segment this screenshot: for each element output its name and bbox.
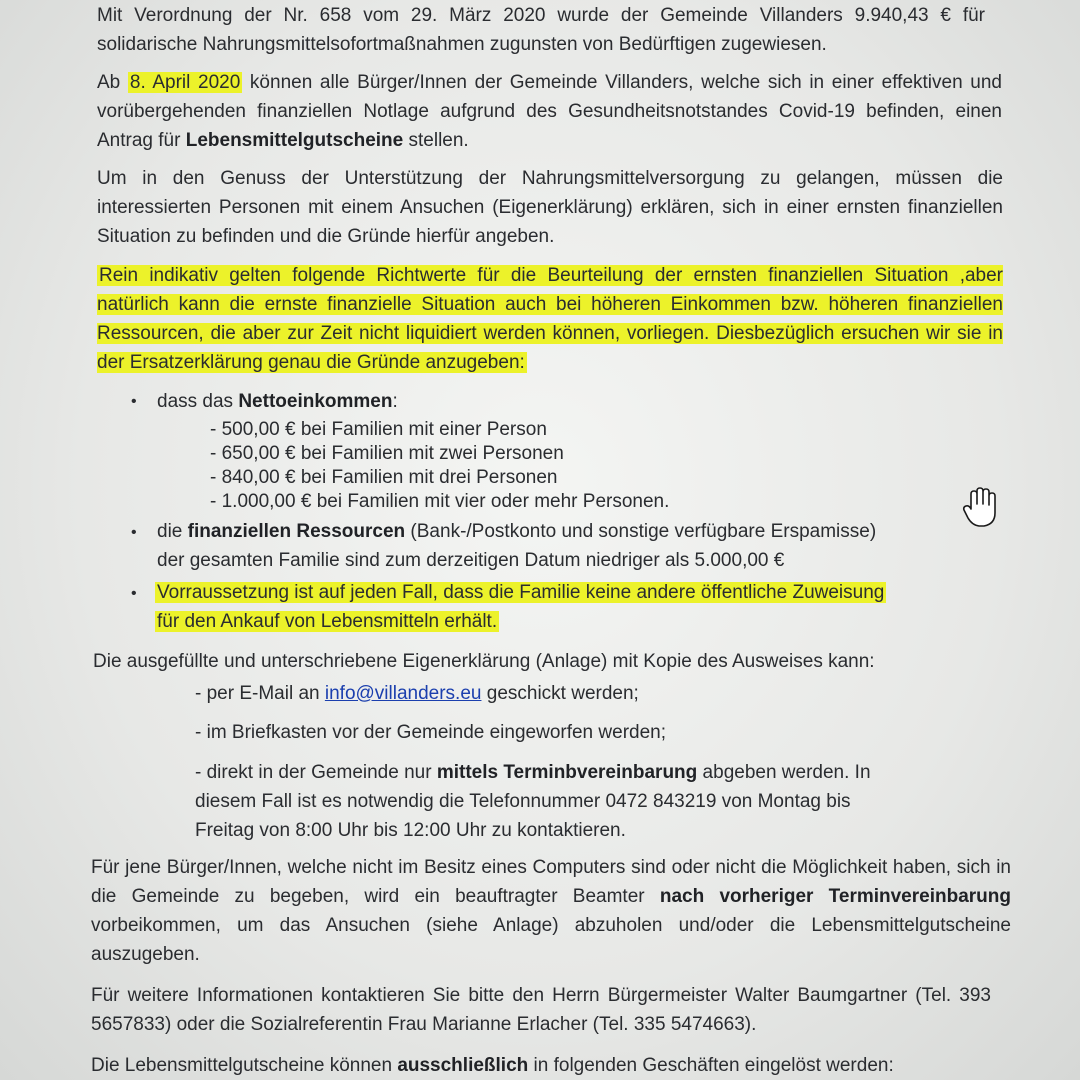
p6-suffix: vorbeikommen, um das Ansuchen (siehe Anlage) abzuholen und/oder die Lebensmittelgutscheine auszugeben. bbox=[91, 915, 1011, 965]
bullet2-suffix: (Bank-/Postkonto und sonstige verfügbare Erspamisse) bbox=[405, 521, 877, 542]
option-mailbox: - im Briefkasten vor der Gemeinde eingeworfen werden; bbox=[195, 722, 667, 743]
bullet-requirement bbox=[155, 581, 886, 605]
bullet-requirement-line2 bbox=[155, 610, 499, 634]
bullet-dot: • bbox=[131, 585, 137, 602]
option-email bbox=[195, 682, 639, 706]
highlighted-requirement-line2: für den Ankauf von Lebensmitteln erhält. bbox=[157, 611, 498, 632]
bullet2-bold: finanziellen Ressourcen bbox=[187, 521, 406, 542]
bullet-dot: • bbox=[131, 393, 137, 410]
income-line: - 1.000,00 € bei Familien mit vier oder mehr Personen. bbox=[210, 491, 670, 512]
highlighted-date: 8. April 2020 bbox=[129, 72, 241, 93]
paragraph-support: Um in den Genuss der Unterstützung der Nahrungsmittelversorgung zu gelangen, müssen die interessierten Personen mit einem Ansuchen (Eigenerklärung) erklären, sich in einer ernsten finanziellen Situation zu befinden und die Gründe hierfür angeben. bbox=[97, 168, 1003, 247]
bullet1-suffix: : bbox=[392, 391, 398, 412]
p8-bold: ausschließlich bbox=[397, 1055, 529, 1076]
opt3-prefix: - direkt in der Gemeinde nur bbox=[195, 762, 437, 783]
p8-prefix: Die Lebensmittelgutscheine können bbox=[91, 1055, 398, 1076]
paragraph-contact: Für weitere Informationen kontaktieren Sie bitte den Herrn Bürgermeister Walter Baumgartner (Tel. 393 5657833) oder die Sozialreferentin Frau Marianne Erlacher (Tel. 335 5474663). bbox=[91, 985, 991, 1035]
p2-prefix: Ab bbox=[97, 72, 128, 93]
bullet2-prefix: die bbox=[157, 521, 188, 542]
bullet-dot: • bbox=[131, 524, 137, 541]
bullet1-bold: Nettoeinkommen bbox=[238, 391, 393, 412]
p2-bold: Lebensmittelgutscheine bbox=[185, 130, 404, 151]
paragraph-home-visit bbox=[91, 853, 1011, 969]
p2-suffix: stellen. bbox=[403, 130, 469, 151]
highlighted-guidelines: Rein indikativ gelten folgende Richtwerte für die Beurteilung der ernsten finanziellen Situation ,aber natürlich kann die ernste finanzielle Situation auch bei höheren Einkommen bzw. höheren finanziellen Ressourcen, die aber zur Zeit nicht liquidiert werden können, vorliegen. Diesbezüglich ersuchen wir sie in der Ersatzerklärung genau die Gründe anzugeben: bbox=[97, 265, 1003, 373]
p6-prefix: Für jene Bürger/Innen, welche nicht im Besitz eines Computers sind oder nicht die Möglichkeit haben, sich in die Gemeinde zu begeben, wird ein beauftragter Beamter bbox=[91, 857, 1011, 907]
opt1-prefix: - per E-Mail an bbox=[195, 683, 325, 704]
income-line: - 840,00 € bei Familien mit drei Personen bbox=[210, 467, 558, 488]
opt1-suffix: geschickt werden; bbox=[481, 683, 639, 704]
paragraph-guidelines bbox=[97, 261, 1003, 377]
bullet-net-income bbox=[157, 390, 398, 414]
bullet1-prefix: dass das bbox=[157, 391, 239, 412]
opt3-suffix: abgeben werden. In bbox=[697, 762, 871, 783]
income-line: - 650,00 € bei Familien mit zwei Personen bbox=[210, 443, 564, 464]
paragraph-shops bbox=[91, 1054, 894, 1078]
p6-bold: nach vorheriger Terminvereinbarung bbox=[659, 886, 1011, 907]
bullet-resources bbox=[157, 520, 876, 544]
income-line: - 500,00 € bei Familien mit einer Person bbox=[210, 419, 547, 440]
opt3-bold: mittels Terminbvereinbarung bbox=[436, 762, 698, 783]
paragraph-application bbox=[97, 68, 1002, 155]
bullet-resources-line2: der gesamten Familie sind zum derzeitigen Datum niedriger als 5.000,00 € bbox=[157, 550, 785, 571]
email-link[interactable]: info@villanders.eu bbox=[324, 683, 482, 704]
hand-cursor-icon bbox=[962, 486, 998, 528]
option-appointment-line2: diesem Fall ist es notwendig die Telefonnummer 0472 843219 von Montag bis bbox=[195, 791, 851, 812]
p8-suffix: in folgenden Geschäften eingelöst werden: bbox=[528, 1055, 894, 1076]
option-appointment-line3: Freitag von 8:00 Uhr bis 12:00 Uhr zu kontaktieren. bbox=[195, 820, 626, 841]
paragraph-decree: Mit Verordnung der Nr. 658 vom 29. März 2020 wurde der Gemeinde Villanders 9.940,43 € für solidarische Nahrungsmittelsofortmaßnahmen zugunsten von Bedürftigen zugewiesen. bbox=[97, 5, 985, 55]
highlighted-requirement: Vorraussetzung ist auf jeden Fall, dass die Familie keine andere öffentliche Zuweisung bbox=[157, 582, 885, 603]
paragraph-submission: Die ausgefüllte und unterschriebene Eigenerklärung (Anlage) mit Kopie des Ausweises kann: bbox=[93, 651, 875, 672]
p2-middle: können alle Bürger/Innen der Gemeinde Villanders, welche sich in einer effektiven und vorübergehenden finanziellen Notlage aufgrund des Gesundheitsnotstandes Covid-19 befinden, einen Antrag für bbox=[97, 72, 1002, 151]
option-appointment bbox=[195, 761, 871, 785]
